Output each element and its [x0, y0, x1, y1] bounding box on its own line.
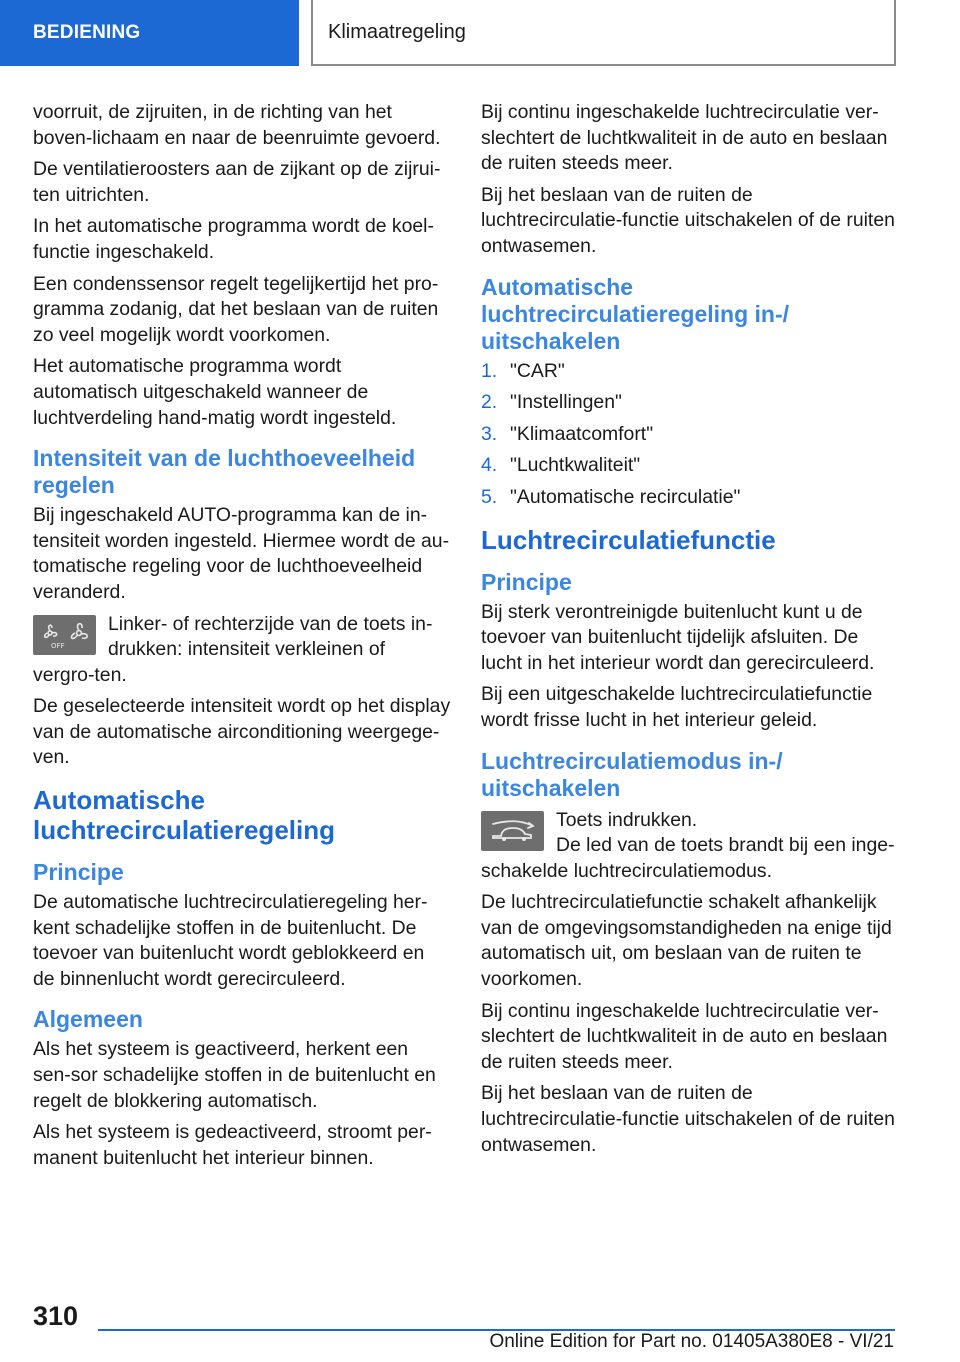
list-item	[481, 453, 899, 479]
paragraph: De luchtrecirculatiefunctie schakelt afhankelijk van de omgevingsomstandigheden na enige tijd automatisch uit, om beslaan van de ruiten te voorkomen.	[481, 891, 892, 991]
heading-general: Algemeen	[33, 1006, 143, 1033]
right-column	[481, 100, 899, 1164]
steps-list	[481, 359, 899, 511]
step-text: "CAR"	[510, 359, 565, 382]
paragraph: Bij ingeschakeld AUTO-programma kan de in-tensiteit worden ingesteld. Hiermee wordt de au-tomatische regeling voor de luchthoeveelheid veranderd.	[33, 504, 450, 603]
recirculation-instruction	[481, 808, 899, 885]
paragraph: Als het systeem is gedeactiveerd, stroomt per-manent buitenlucht het interieur binnen.	[33, 1121, 432, 1169]
heading-auto-recirculation: Automatische luchtrecirculatieregeling	[33, 785, 335, 846]
section-tab: BEDIENING	[0, 0, 299, 66]
paragraph: Bij het beslaan van de ruiten de luchtrecirculatie-functie uitschakelen of de ruiten ontwasemen.	[481, 183, 895, 257]
heading-recirculation-function: Luchtrecirculatiefunctie	[481, 524, 776, 555]
page-header	[0, 0, 960, 66]
paragraph: Bij continu ingeschakelde luchtrecirculatie ver-slechtert de luchtkwaliteit in de auto en beslaan de ruiten steeds meer.	[481, 101, 888, 175]
paragraph: Bij het beslaan van de ruiten de luchtrecirculatie-functie uitschakelen of de ruiten ontwasemen.	[481, 1082, 895, 1156]
chapter-title: Klimaatregeling	[311, 0, 896, 66]
heading-principle: Principe	[33, 859, 124, 886]
list-item	[481, 359, 899, 385]
heading-auto-toggle: Automatische luchtrecirculatieregeling in-/ uitschakelen	[481, 273, 790, 354]
step-text: "Instellingen"	[510, 391, 622, 414]
heading-intensity: Intensiteit van de luchthoeveelheid regelen	[33, 445, 416, 499]
fan-instruction	[33, 612, 451, 689]
paragraph: Een condenssensor regelt tegelijkertijd het pro-gramma zodanig, dat het beslaan van de ruiten zo veel mogelijk wordt voorkomen.	[33, 272, 439, 346]
fan-button-icon	[33, 615, 96, 655]
paragraph: voorruit, de zijruiten, in de richting van het boven-lichaam en naar de beenruimte gevoerd.	[33, 101, 441, 149]
step-text: "Automatische recirculatie"	[510, 485, 741, 508]
paragraph: De automatische luchtrecirculatieregeling her-kent schadelijke stoffen in de buitenlucht. De toevoer van buitenlucht wordt geblokkeerd en de binnenlucht wordt gerecirculeerd.	[33, 891, 428, 990]
recirculation-instruction-text: De led van de toets brandt bij een inge-schakelde luchtrecirculatiemodus.	[481, 834, 895, 882]
paragraph: In het automatische programma wordt de koel-functie ingeschakeld.	[33, 215, 434, 263]
recirculation-button-icon	[481, 811, 544, 851]
edition-text: Online Edition for Part no. 01405A380E8 - VI/21	[489, 1331, 894, 1352]
step-text: "Klimaatcomfort"	[510, 422, 654, 445]
paragraph: Bij continu ingeschakelde luchtrecirculatie ver-slechtert de luchtkwaliteit in de auto en beslaan de ruiten steeds meer.	[481, 999, 888, 1073]
step-number: 5.	[481, 485, 498, 508]
step-number: 2.	[481, 391, 498, 414]
paragraph: De ventilatieroosters aan de zijkant op de zijrui-ten uitrichten.	[33, 158, 441, 206]
recirculation-instruction-text: Toets indrukken.	[556, 808, 698, 831]
list-item	[481, 422, 899, 448]
step-number: 1.	[481, 359, 498, 382]
svg-text:OFF: OFF	[50, 641, 65, 650]
list-item	[481, 390, 899, 416]
fan-instruction-text: Linker- of rechterzijde van de toets in-drukken: intensiteit verkleinen of vergro-ten.	[33, 612, 433, 686]
paragraph: Het automatische programma wordt automatisch uitgeschakeld wanneer de luchtverdeling hand-matig wordt ingesteld.	[33, 355, 397, 429]
page-number: 310	[33, 1301, 79, 1331]
paragraph: Bij sterk verontreinigde buitenlucht kunt u de toevoer van buitenlucht tijdelijk afsluiten. De lucht in het interieur wordt dan gerecirculeerd.	[481, 600, 875, 674]
paragraph: Bij een uitgeschakelde luchtrecirculatiefunctie wordt frisse lucht in het interieur geleid.	[481, 683, 873, 731]
page-footer	[0, 1295, 960, 1362]
step-number: 4.	[481, 454, 498, 477]
heading-recirculation-mode: Luchtrecirculatiemodus in-/ uitschakelen	[481, 747, 783, 801]
step-text: "Luchtkwaliteit"	[510, 454, 641, 477]
left-column	[33, 100, 451, 1177]
heading-principle: Principe	[481, 568, 572, 595]
list-item	[481, 485, 899, 511]
paragraph: Als het systeem is geactiveerd, herkent een sen-sor schadelijke stoffen in de buitenlucht en regelt de blokkering automatisch.	[33, 1038, 436, 1112]
step-number: 3.	[481, 422, 498, 445]
paragraph: De geselecteerde intensiteit wordt op het display van de automatische airconditioning weergege-ven.	[33, 695, 451, 769]
